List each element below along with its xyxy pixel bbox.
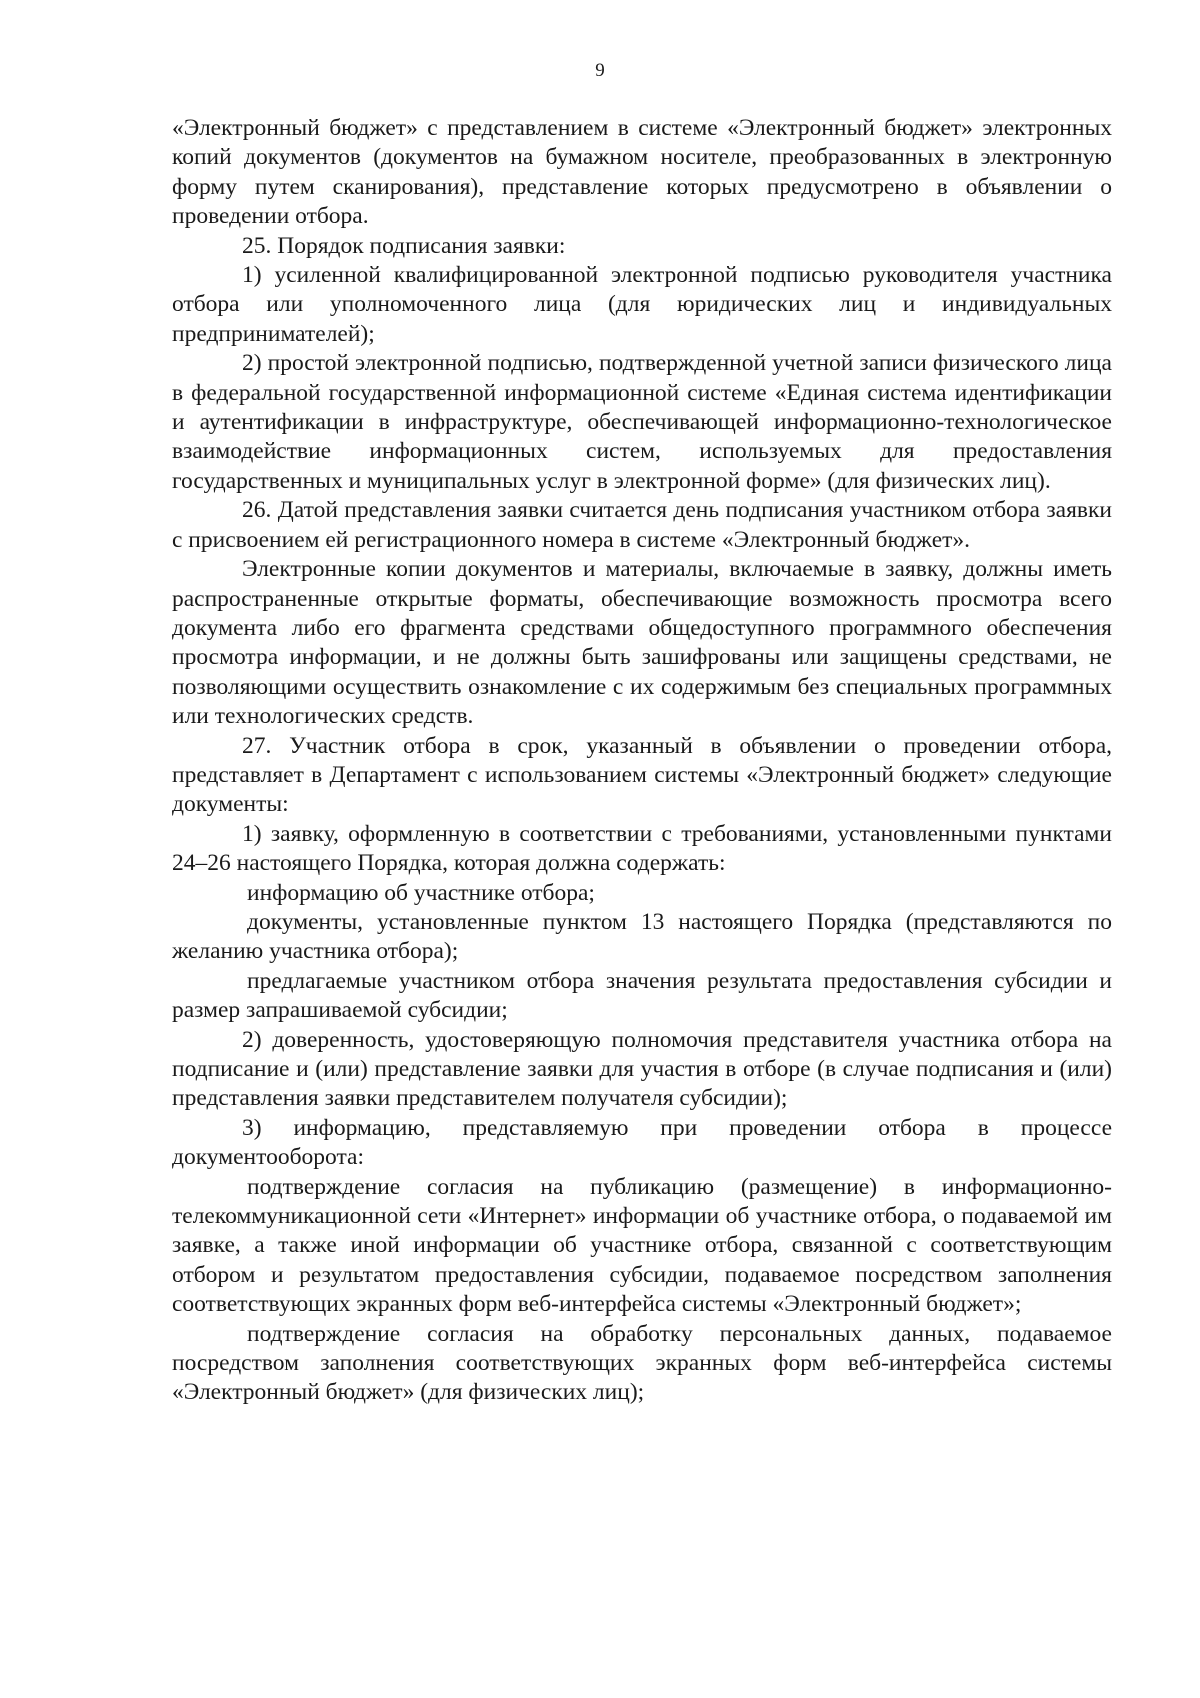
paragraph-personal-data-consent: подтверждение согласия на обработку персональных данных, подаваемое посредством заполнения соответствующих экранных форм веб-интерфейса системы «Электронный бюджет» (для физических лиц);: [172, 1320, 1112, 1406]
paragraph-item-25-1: 1) усиленной квалифицированной электронной подписью руководителя участника отбора или уполномоченного лица (для юридических лиц и индивидуальных предпринимателей);: [172, 262, 1112, 347]
paragraph-item-27: 27. Участник отбора в срок, указанный в объявлении о проведении отбора, представляет в Департамент с использованием системы «Электронный бюджет» следующие документы:: [172, 732, 1112, 818]
paragraph-item-27-3: 3) информацию, представляемую при проведении отбора в процессе документооборота:: [172, 1114, 1112, 1171]
paragraph-electronic-copies: Электронные копии документов и материалы, включаемые в заявку, должны иметь распространенные открытые форматы, обеспечивающие возможность просмотра всего документа либо его фрагмента средствами общедоступного программного обеспечения просмотра информации, и не должны быть зашифрованы или защищены средствами, не позволяющими осуществить ознакомление с их содержимым без специальных программных или технологических средств.: [172, 556, 1112, 730]
paragraph-publication-consent: подтверждение согласия на публикацию (размещение) в информационно-телекоммуникационной сети «Интернет» информации об участнике отбора, о подаваемой им заявке, а также иной информации об участнике отбора, связанной с соответствующим отбором и результатом предоставления субсидии, подаваемое посредством заполнения соответствующих экранных форм веб-интерфейса системы «Электронный бюджет»;: [172, 1173, 1112, 1318]
paragraph-item-25: 25. Порядок подписания заявки:: [242, 232, 566, 259]
paragraph-proposed-values: предлагаемые участником отбора значения результата предоставления субсидии и размер запрашиваемой субсидии;: [172, 967, 1112, 1024]
paragraph-continuation: «Электронный бюджет» с представлением в системе «Электронный бюджет» электронных копий документов (документов на бумажном носителе, преобразованных в электронную форму путем сканирования), представление которых предусмотрено в объявлении о проведении отбора.: [172, 115, 1112, 230]
paragraph-participant-info: информацию об участнике отбора;: [247, 879, 595, 906]
paragraph-item-27-2: 2) доверенность, удостоверяющую полномочия представителя участника отбора на подписание и (или) представление заявки для участия в отборе (в случае подписания и (или) представления заявки представителем получателя субсидии);: [172, 1026, 1112, 1112]
page-number: 9: [595, 60, 605, 81]
paragraph-item-26: 26. Датой представления заявки считается день подписания участником отбора заявки с присвоением ей регистрационного номера в системе «Электронный бюджет».: [172, 497, 1112, 553]
paragraph-item-25-2: 2) простой электронной подписью, подтвержденной учетной записи физического лица в федеральной государственной информационной системе «Единая система идентификации и аутентификации в инфраструктуре, обеспечивающей информационно-технологическое взаимодействие информационных систем, используемых для предоставления государственных и муниципальных услуг в электронной форме» (для физических лиц).: [172, 350, 1112, 494]
paragraph-item-27-1: 1) заявку, оформленную в соответствии с требованиями, установленными пунктами 24–26 настоящего Порядка, которая должна содержать:: [172, 820, 1112, 877]
paragraph-documents: документы, установленные пунктом 13 настоящего Порядка (представляются по желанию участника отбора);: [172, 908, 1112, 965]
document-body: [172, 114, 1112, 1408]
